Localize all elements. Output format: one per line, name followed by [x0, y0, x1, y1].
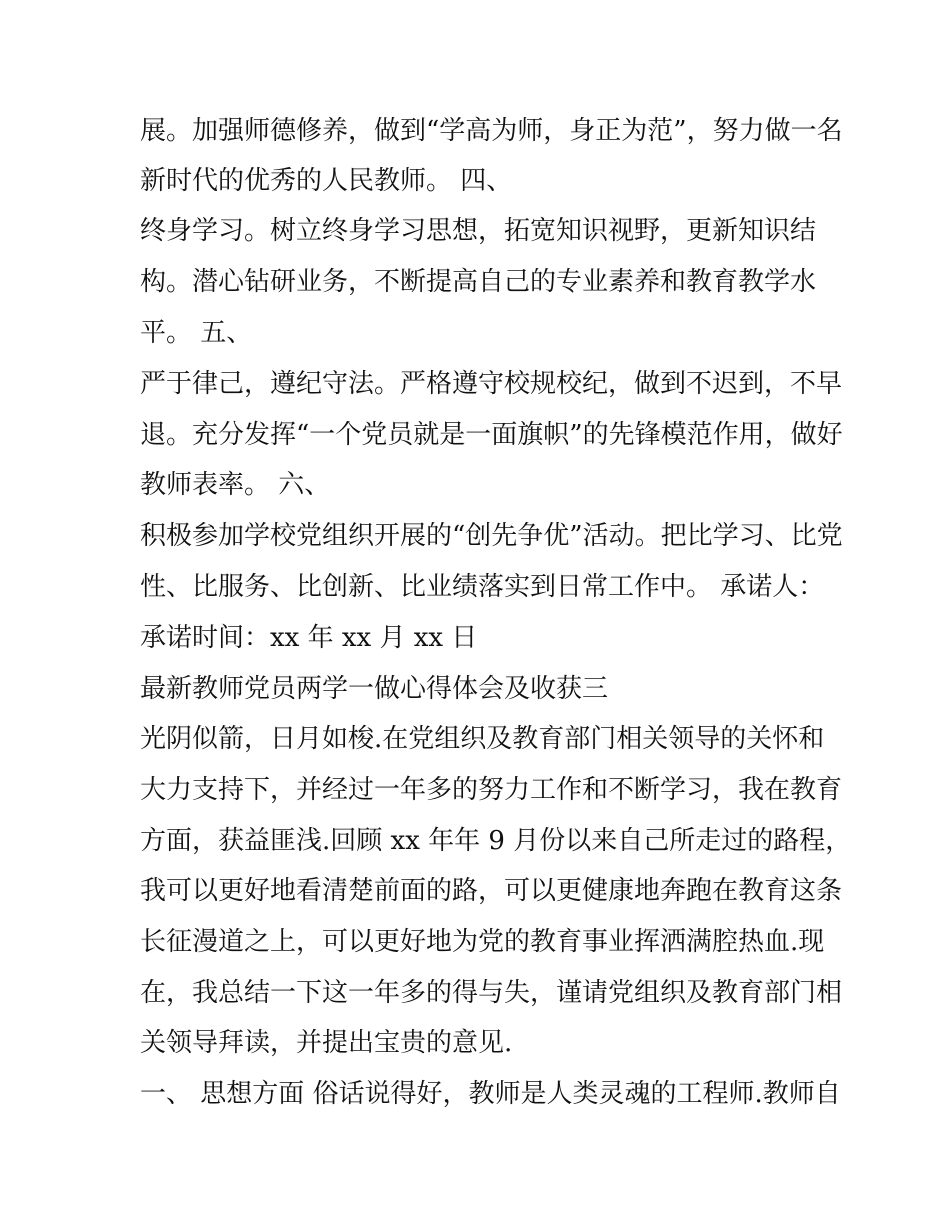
- section-heading: 最新教师党员两学一做心得体会及收获三: [140, 674, 609, 704]
- text-line: 在，我总结一下这一年多的得与失，谨请党组织及教育部门相: [140, 978, 843, 1008]
- text-line: 教师表率。 六、: [140, 470, 331, 500]
- text-line: 光阴似箭，日月如梭.在党组织及教育部门相关领导的关怀和: [140, 724, 825, 754]
- text-line: 关领导拜读，并提出宝贵的意见.: [140, 1028, 513, 1058]
- text-line: 退。充分发挥“一个党员就是一面旗帜”的先锋模范作用，做好: [140, 420, 843, 450]
- text-line: 方面，获益匪浅.回顾 xx 年年 9 月份以来自己所走过的路程，: [140, 826, 852, 856]
- text-line: 大力支持下，并经过一年多的努力工作和不断学习，我在教育: [140, 775, 843, 805]
- text-line: 积极参加学校党组织开展的“创先争优”活动。把比学习、比党: [140, 521, 843, 551]
- text-line: 一、 思想方面 俗话说得好，教师是人类灵魂的工程师.教师自: [140, 1079, 841, 1109]
- text-line: 终身学习。树立终身学习思想，拓宽知识视野，更新知识结: [140, 216, 817, 246]
- text-line: 承诺时间：xx 年 xx 月 xx 日: [140, 623, 478, 653]
- text-line: 展。加强师德修养，做到“学高为师，身正为范”，努力做一名: [140, 116, 843, 146]
- text-line: 长征漫道之上，可以更好地为党的教育事业挥洒满腔热血.现: [140, 927, 825, 957]
- text-line: 我可以更好地看清楚前面的路，可以更健康地奔跑在教育这条: [140, 876, 843, 906]
- text-line: 平。 五、: [140, 318, 253, 348]
- text-line: 严于律己，遵纪守法。严格遵守校规校纪，做到不迟到，不早: [140, 369, 843, 399]
- text-line: 性、比服务、比创新、比业绩落实到日常工作中。 承诺人：: [140, 572, 825, 602]
- text-line: 新时代的优秀的人民教师。 四、: [140, 166, 513, 196]
- text-line: 构。潜心钻研业务，不断提高自己的专业素养和教育教学水: [140, 267, 817, 297]
